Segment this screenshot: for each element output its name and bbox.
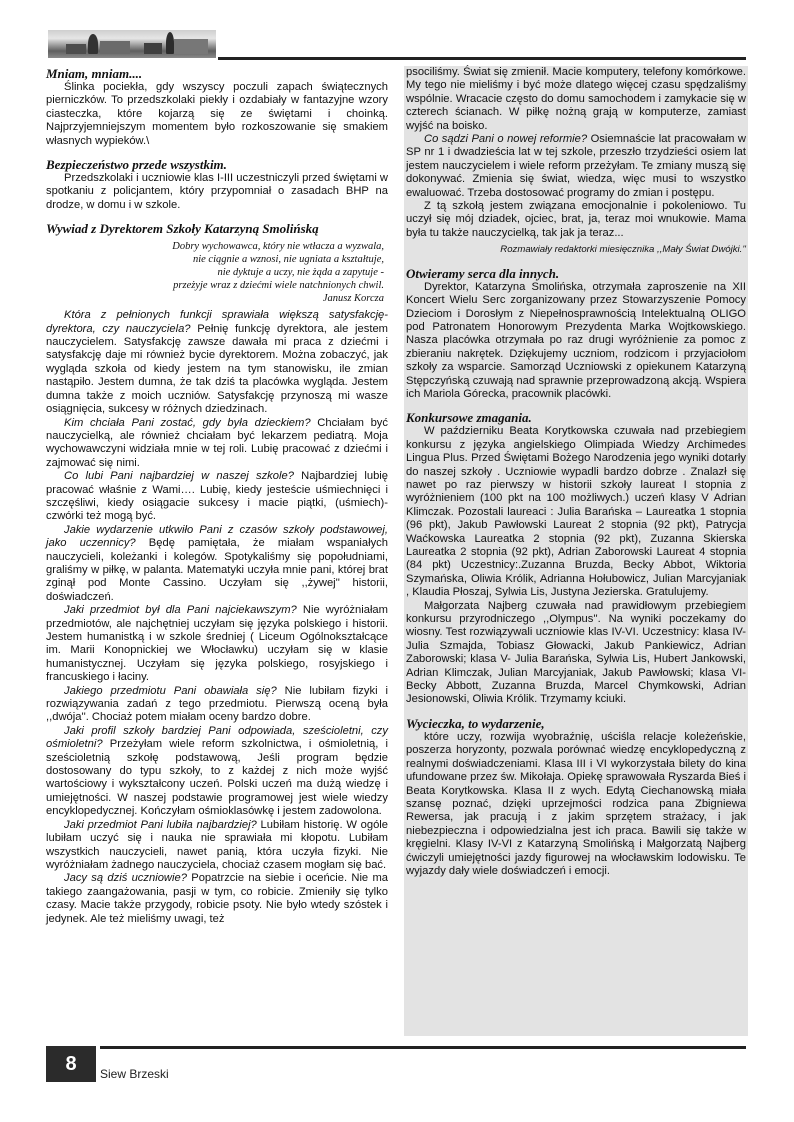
house-shape	[144, 43, 162, 54]
house-shape	[100, 41, 130, 54]
section-title-wywiad: Wywiad z Dyrektorem Szkoły Katarzyną Smolińską	[46, 221, 319, 237]
interview-answer: Chciałam być nauczycielką, ale również chciałam być lekarzem pediatrą. Moja wychowawczyni widziała mnie w tej roli. Lubię pracować z dziećmi i zajmować się nimi.	[46, 416, 388, 469]
interview-closing: Z tą szkołą jestem związana emocjonalnie i pokoleniowo. Tu uczył się mój dziadek, ojciec, brat, ja, teraz moi wnukowie. Mama była tu także nauczycielką, tak jak ja teraz...	[406, 200, 746, 239]
section-text-otwieramy: Dyrektor, Katarzyna Smolińska, otrzymała zaproszenie na XII Koncert Wielu Serc zorganizowany przez Stowarzyszenie Pomocy Dzieciom i Dorosłym z Niepełnosprawnością Intelektualną OLIGO pod Patronatem Honorowym Prezydenta Marka Wojtkowskiego. Nasza placówka otrzymała po raz drugi wyróżnienie za pomoc z zbieraniu nakrętek. Dziękujemy uczniom, rodzicom i przyjaciołom szkoły za wsparcie. Samorząd Uczniowski z opiekunem Katarzyną Stępczyńską czuwają nad sprawnie przeprowadzoną akcją. Wspiera ich Mariola Górecka, pracownik placówki.	[406, 280, 746, 400]
interview-question: Jacy są dziś uczniowie?	[64, 872, 187, 885]
quote-line: nie ciągnie a wznosi, nie ugniata a kształtuje,	[192, 254, 384, 266]
interview-signoff: Rozmawiały redaktorki miesięcznika ,,Mały Świat Dwójki.''	[500, 244, 746, 256]
interview-question: Kim chciała Pani zostać, gdy była dzieckiem?	[64, 416, 311, 429]
interview-answer: Pełnię funkcję dyrektora, ale jestem nauczycielem. Satysfakcję zawsze dawała mi praca z dziećmi i satysfakcję daje mi również bycie dyrektorem. Można zobaczyć, jak wygląda szkoła od kiedy jestem na tym stanowisku, ile zmian nastąpiło. Jestem dumna, że tak dziś ta placówka wygląda. Jestem dumna także z moich uczniów. Satysfakcję przynoszą mi wasze osiągnięcia, sukcesy w różnych dziedzinach.	[46, 322, 388, 416]
section-title-konkursowe: Konkursowe zmagania.	[406, 410, 532, 426]
interview-question: Jakiego przedmiotu Pani obawiała się?	[64, 684, 277, 697]
header-rule	[218, 57, 746, 60]
qa-item	[406, 133, 746, 200]
interview-question: Jaki profil szkoły bardziej Pani odpowiada, sześcioletni, czy ośmioletni?	[46, 724, 388, 751]
header-photo	[48, 30, 216, 58]
qa-item	[46, 470, 388, 524]
qa-item	[46, 524, 388, 604]
page-number: 8	[46, 1046, 96, 1082]
section-title-otwieramy: Otwieramy serca dla innych.	[406, 265, 560, 281]
tree-shape	[88, 34, 98, 54]
interview-answer: Nie lubiłam fizyki i rozwiązywania zadań z tego przedmiotu. Pierwszą oceną była ,,dwója''. Chociaż potem miałam oceny bardzo dobre.	[46, 684, 388, 724]
section-title-wycieczka: Wycieczka, to wydarzenie,	[406, 715, 545, 731]
section-text-wycieczka: które uczy, rozwija wyobraźnię, uściśla relacje koleżeńskie, poszerza horyzonty, pozwala porównać wiedzę encyklopedyczną z realnymi doświadczeniami. Klasa III i VI wykorzystała bilety do kina ufundowane przez św. Mikołaja. Opiekę sprawowała Ryszarda Bieś i Beata Korytkowska. Klasa II z wych. Edytą Ciechanowską miała szansę poznać, dzięki uprzejmości rodzica pana Zbigniewa Rewersa, jak pracują i z jakim sprzętem strażacy, i jak niebezpieczna i odpowiedzialna jest ich praca. Bawili się także w kręgielni. Klasy IV-VI z Katarzyną Smolińską i Małgorzatą Najberg ćwiczyli umiejętności jazdy figurowej na włocławskim lodowisku. Te wyjazdy dały wiele doświadczeń i emocji.	[406, 730, 746, 877]
interview-question: Jakie wydarzenie utkwiło Pani z czasów szkoły podstawowej, jako uczennicy?	[46, 523, 388, 550]
interview-question: Co lubi Pani najbardziej w naszej szkole?	[64, 470, 294, 483]
quote-line: Dobry wychowawca, który nie wtłacza a wyzwala,	[172, 241, 384, 253]
right-column	[404, 66, 748, 1036]
house-shape	[66, 44, 86, 54]
house-shape	[174, 39, 208, 54]
qa-item	[46, 417, 388, 471]
interview-continuation: psociliśmy. Świat się zmienił. Macie komputery, telefony komórkowe. My tego nie mieliśmy i być może dlatego więcej czasu spędzaliśmy wspólnie. Wracacie często do domu samochodem i zamykacie się w czterech ścianach. W piłkę nożną grają w komputerze, zamiast wyjść na boisko.	[406, 66, 746, 132]
qa-item	[46, 819, 388, 873]
interview-question: Jaki przedmiot Pani lubiła najbardziej?	[64, 818, 257, 831]
interview-question: Co sądzi Pani o nowej reformie?	[424, 133, 588, 146]
section-title-mniam: Mniam, mniam....	[46, 66, 143, 81]
interview-answer: Nie wyróżniałam przedmiotów, ale najchętniej uczyłam się języka polskiego i historii. Jestem humanistką i w szkole średniej ( Liceum Ogólnokształcące im. Marii Konopnickiej we Włocławku) uczyłam się w klasie humanistycznej. Uczyłam się języka polskiego, rosyjskiego i francuskiego i łaciny.	[46, 604, 388, 684]
qa-item	[46, 725, 388, 819]
section-text-bezpieczenstwo: Przedszkolaki i uczniowie klas I-III uczestniczyli przed świętami w spotkaniu z policjantem, który przypomniał o zasadach BHP na drodze, w domu i w szkole.	[46, 172, 388, 211]
interview-answer: Popatrzcie na siebie i oceńcie. Nie ma takiego zaangażowania, pasji w tym, co robicie. Zmieniły się tylko czasy. Macie także przygody, robicie psoty. Nie było wtedy szóstek i jedynek. Ale też mieliśmy uwagi, też	[46, 872, 388, 925]
epigraph-quote	[46, 240, 388, 305]
publication-title: Siew Brzeski	[100, 1067, 169, 1081]
interview-answer: Lubiłam historię. W ogóle lubiłam uczyć się i nauka nie sprawiała mi kłopotu. Lubiłam wszystkich nauczycieli, nawet panią, która uczyła fizyki. Nie wyróżniałam żadnego nauczyciela, chociaż czasem mogłam się bać.	[46, 818, 389, 871]
interview-question: Która z pełnionych funkcji sprawiała większą satysfakcję- dyrektora, czy nauczyciela?	[46, 309, 388, 335]
section-text-konkursowe-1: W październiku Beata Korytkowska czuwała nad przebiegiem konkursu z języka angielskiego Olimpiada Wiedzy Archimedes Lingua Plus. Przed Świętami Bożego Narodzenia jego wyniki dotarły do naszej szkoły . Uczniowie wypadli bardzo dobrze . Znalazł się nawet po raz pierwszy w historii szkoły laureat I stopnia z wyróżnieniem (100 pkt na 100 możliwych.) uczeń klasy V Adrian Klimczak. Pozostali laureaci : Julia Barańska – Laureatka 1 stopnia (96 pkt), Jakub Pawłowski Laureat 2 stopnia (92 pkt), Patrycja Waćkowska Laureatka 2 stopnia (92 pkt), Zuzanna Skierska Laureatka 2 stopnia (92 pkt), Adrian Zaborowski Laureat 4 stopnia (84 pkt) Uczestnicy:.Zuzanna Bruzda, Becky Abbot, Wiktoria Szymańska, Oliwia Królik, Adrianna Hołubowicz, Julian Marcyjaniak , Klaudia Płoszaj, Sylwia Lis, Justyna Jezierska. Gratulujemy.	[406, 425, 746, 599]
qa-item	[46, 872, 388, 926]
interview-answer: Najbardziej lubię pracować właśnie z Wami…. Lubię, kiedy jesteście uśmiechnięci i szczęśliwi, kiedy osiągacie sukcesy i macie piątki, (uśmiech)- czwórki też mogą być.	[46, 470, 388, 523]
quote-line: nie dyktuje a uczy, nie żąda a zapytuje -	[217, 267, 384, 279]
interview-answer: Będę pamiętała, że miałam wspaniałych nauczycieli, koleżanki i kolegów. Spotykaliśmy się popołudniami, graliśmy w piłkę, w palanta. Matematyki uczyła mnie pani, której brat zginął pod Monte Cassino. Uczyłam się ,,żywej'' historii, doświadczeń.	[46, 537, 388, 603]
section-text-mniam: Ślinka pociekła, gdy wszyscy poczuli zapach świątecznych pierniczków. To przedszkolaki piekły i ozdabiały w fantazyjne wzory ciasteczka, które kojarzą się ze świętami i choinką. Najprzyjemniejszym momentem było rozkoszowanie się smakiem własnych wypieków.\	[46, 81, 388, 147]
tree-shape	[166, 32, 174, 54]
section-title-bezpieczenstwo: Bezpieczeństwo przede wszystkim.	[46, 157, 227, 173]
qa-item	[46, 604, 388, 684]
left-column	[46, 66, 388, 1036]
interview-question: Jaki przedmiot był dla Pani najciekawszym?	[64, 604, 297, 617]
qa-item	[46, 685, 388, 725]
quote-author: Janusz Korcza	[322, 293, 384, 305]
interview-answer: Osiemnaście lat pracowałam w SP nr 1 i dwadzieścia lat w tej szkole, przeszło trzydzieści osiem lat jestem nauczycielem i wiele reform przeżyłam. Te zmiany muszą się dokonywać. Zmienia się świat, wiedza, więc musi to wszystko ewaluować. Trzeba dostosować programy do zmian i postępu.	[406, 133, 746, 199]
quote-line: przeżyje wraz z dziećmi wiele natchnionych chwil.	[173, 280, 384, 292]
footer-rule	[100, 1046, 746, 1049]
interview-answer: Przeżyłam wiele reform szkolnictwa, i ośmioletnią, i sześcioletnią szkołę podstawową, Jeśli program będzie dostosowany do typu szkoły, to z każdej z nich może wyjść wartościowy i wykształcony uczeń. Polski uczeń ma dużą wiedzę i umiejętności. W naszej podstawie programowej jest wiele wiedzy encyklopedycznej. Kończyłam ośmioklasówkę i jestem zadowolona.	[46, 738, 388, 818]
qa-item	[46, 309, 388, 416]
section-text-konkursowe-2: Małgorzata Najberg czuwała nad prawidłowym przebiegiem konkursu przyrodniczego ,,Olympus''. Na wyniki poczekamy do wiosny. Test rozwiązywali uczniowie klas IV-VI. Uczestnicy: klasa IV- Julia Szmajda, Tobiasz Głowacki, Jakub Pankiewicz, Adrian Zaborowski; klasa V- Julia Barańska, Sylwia Lis, Hubert Jankowski, Adrian Klimczak, Julian Marcyjaniak, Jakub Pawłowski; klasa VI- Becky Abbott, Zuzanna Bruzda, Marcel Chymkowski, Adrian Jesionowski, Oliwia Królik. Trzymamy kciuki.	[406, 599, 746, 706]
